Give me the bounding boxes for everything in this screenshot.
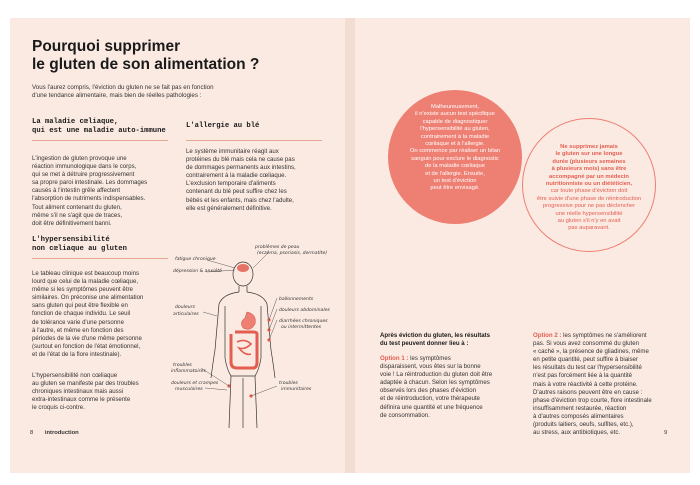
intro-text xyxy=(32,84,332,100)
intro-line: d'une tendance alimentaire, mais bien de réelles pathologies : xyxy=(32,92,202,100)
body-line: phase d'éviction trop courte, flore intestinale xyxy=(533,396,652,404)
body-line: doit être définitivement banni. xyxy=(32,219,112,227)
circle-line: sanguin pour exclure le diagnostic xyxy=(411,155,499,162)
label-diarrhea: diarrhées chroniques xyxy=(279,319,328,324)
body-line: adaptée à chacun. Selon les symptômes xyxy=(380,379,490,387)
label-skin-detail: (eczéma, psoriasis, dermatite) xyxy=(257,251,328,256)
section-name: introduction xyxy=(44,430,79,436)
body-line: n'est pas forcément liée à la quantité xyxy=(533,372,633,380)
body-line: Le tableau clinique est beaucoup moins xyxy=(32,270,140,277)
hypersensitivity-heading xyxy=(32,236,127,254)
body-line: D'autres raisons peuvent être en cause : xyxy=(533,388,643,396)
stomach-mark xyxy=(241,312,255,329)
body-line: bébés et les enfants, mais chez l'adulte, xyxy=(186,196,294,204)
body-line: le croquis ci-contre. xyxy=(32,404,85,412)
option-2-first-line xyxy=(533,332,652,340)
label-muscular: douleurs et crampes xyxy=(171,381,219,386)
body-line: même s'il ne s'agit que de traces, xyxy=(32,211,123,219)
body-line: elle est généralement définitive. xyxy=(186,204,272,212)
body-line: insuffisamment restaurée, réaction xyxy=(533,404,627,412)
circle-line-bold: durée (plusieurs semaines xyxy=(552,158,626,165)
hypersensitivity-body-2 xyxy=(32,372,139,412)
celiac-rule xyxy=(32,140,168,141)
body-line: qui se met à détruire progressivement xyxy=(32,171,135,179)
heading-line: L'hypersensibilité xyxy=(32,236,110,244)
body-line: de consommation. xyxy=(380,411,430,419)
body-line: L'ingestion de gluten provoque une xyxy=(32,155,127,162)
intro-line: Vous l'aurez compris, l'éviction du gluten ne se fait pas en fonction xyxy=(32,84,214,91)
circle-line: l'hypersensibilité au gluten, xyxy=(420,126,490,133)
body-line: en petite quantité, peut suffire à biaiser xyxy=(533,356,638,364)
body-line: Le système immunitaire réagit aux xyxy=(186,148,279,155)
body-line: fonction de chaque individu. Le seuil xyxy=(32,310,131,318)
circle-line: il n'existe aucun test spécifique xyxy=(415,111,495,118)
option-1-first: les symptômes xyxy=(408,355,451,362)
body-line: voie ! La réintroduction du gluten doit être xyxy=(380,371,493,379)
symptom-dots xyxy=(227,318,270,397)
body-line: même si les symptômes peuvent être xyxy=(32,286,133,294)
circle-line: peut être envisagé. xyxy=(430,185,480,192)
results-heading xyxy=(380,332,490,348)
warning-circle-text xyxy=(527,144,651,233)
page-number: 9 xyxy=(664,430,668,436)
body-line: sa propre paroi intestinale. Les dommages xyxy=(32,179,148,187)
option-1-first-line xyxy=(380,355,492,363)
body-line: similaires. On préconise une alimentation xyxy=(32,294,144,302)
body-line: pas. Si vous avez consommé du gluten xyxy=(533,340,640,348)
label-abdominal: douleurs abdominales xyxy=(279,308,330,313)
label-joints-2: articulaires xyxy=(173,312,199,317)
left-footer xyxy=(30,430,79,436)
label-immune-2: immunitaires xyxy=(281,387,312,392)
body-line: (produits laitiers, oeufs, sulfites, etc.), xyxy=(533,421,634,429)
title-line: Pourquoi supprimer xyxy=(32,38,181,55)
circle-line: On commence par réaliser un bilan xyxy=(409,148,501,155)
body-line: sans gluten qui peut être flexible en xyxy=(32,302,128,310)
body-line: l'absorption de nutriments indispensables. xyxy=(32,195,146,203)
heading-line: Après éviction du gluten, les résultats xyxy=(380,332,491,339)
circle-line: contrairement à la maladie xyxy=(420,133,490,140)
body-line: Tout aliment contenant du gluten, xyxy=(32,203,122,211)
label-immune: troubles xyxy=(279,381,298,386)
body-line: à d'autres composés alimentaires xyxy=(533,412,624,420)
body-line: lourd que celui de la maladie cœliaque, xyxy=(32,278,139,286)
body-line: les résultats du test car l'hypersensibilité xyxy=(533,364,642,372)
right-footer xyxy=(664,430,667,436)
circle-line: être suivie d'une phase de réintroduction xyxy=(536,195,642,202)
allergy-heading xyxy=(186,122,259,131)
body-line: à l'autre, et même en fonction des xyxy=(32,326,124,334)
body-line: au gluten se manifeste par des troubles xyxy=(32,380,139,388)
label-depression: dépression & anxiété xyxy=(173,269,222,274)
option-1-label: Option 1 : xyxy=(380,355,409,362)
body-line: contrairement à la maladie cœliaque. xyxy=(186,172,287,180)
option-1-text xyxy=(380,355,492,420)
label-fatigue: fatigue chronique xyxy=(175,257,216,262)
heading-line: La maladie cœliaque, xyxy=(32,118,119,126)
body-outline xyxy=(211,262,275,428)
allergy-rule xyxy=(186,140,322,141)
circle-line-bold: le gluten sur une longue xyxy=(555,151,623,158)
body-line: réaction immunologique dans le corps, xyxy=(32,163,137,171)
brain-mark xyxy=(237,264,249,272)
body-line: périodes de la vie d'une même personne xyxy=(32,334,142,342)
body-line: « caché », la présence de gliadines, même xyxy=(533,348,649,356)
intestine-mark xyxy=(231,332,257,368)
body-line: L'exclusion temporaire d'aliments xyxy=(186,180,276,188)
body-line: observés lors des phases d'éviction xyxy=(380,387,477,395)
hypersensitivity-body xyxy=(32,270,143,359)
heading-line: non cœliaque au gluten xyxy=(32,245,127,253)
allergy-body xyxy=(186,148,296,213)
label-muscular-2: musculaires xyxy=(175,387,203,392)
circle-line-bold: accompagné par un médecin xyxy=(549,173,629,180)
circle-line: progressive pour ne pas déclencher xyxy=(542,203,636,210)
heading-line: L'allergie au blé xyxy=(186,122,260,130)
circle-line-bold: à plusieurs mois) sans être xyxy=(551,166,627,173)
celiac-body xyxy=(32,155,147,228)
label-diarrhea-2: ou intermittentes xyxy=(281,325,321,330)
body-line: disparaissent, vous êtes sur la bonne xyxy=(380,363,481,371)
hypersensitivity-rule xyxy=(32,258,168,259)
body-line: L'hypersensibilité non cœliaque xyxy=(32,372,118,379)
celiac-heading xyxy=(32,118,166,136)
circle-line-bold: Ne supprimez jamais xyxy=(560,144,618,150)
circle-line: et de l'allergie. Ensuite, xyxy=(425,170,485,177)
book-gutter xyxy=(345,18,355,473)
page-number: 8 xyxy=(30,430,34,436)
heading-line: du test peuvent donner lieu à : xyxy=(380,340,469,348)
body-line: définira une quantité et une fréquence xyxy=(380,403,483,411)
body-line: et de réintroduction, votre thérapeute xyxy=(380,395,480,403)
body-line: de dommages permanents aux intestins, xyxy=(186,164,296,172)
label-skin: problèmes de peau xyxy=(255,245,300,250)
label-inflammatory-2: inflammatoires xyxy=(171,369,206,374)
circle-line: un test d'éviction xyxy=(433,178,477,185)
page-title xyxy=(32,38,332,74)
heading-line: qui est une maladie auto-immune xyxy=(32,127,166,135)
body-line: causés à l'intestin grêle affectent xyxy=(32,187,121,195)
circle-line: capable de diagnostiquer xyxy=(422,118,488,125)
body-line: et de l'état de la flore intestinale). xyxy=(32,350,122,358)
body-line: protéines du blé mais cela ne cause pas xyxy=(186,156,295,164)
option-2-label: Option 2 : xyxy=(533,332,562,339)
circle-line: Malheureusement, xyxy=(430,104,479,110)
circle-line: cœliaque et à l'allergie. xyxy=(425,141,485,148)
label-bloating: ballonnements xyxy=(279,297,314,302)
circle-line: pas auparavant. xyxy=(568,225,610,232)
title-line: le gluten de son alimentation ? xyxy=(32,56,260,73)
option-2-text xyxy=(533,332,652,437)
body-line: mais à votre réactivité à cette protéine. xyxy=(533,380,638,388)
label-inflammatory: troubles xyxy=(173,363,192,368)
label-joints: douleurs xyxy=(175,305,195,310)
circle-line: au gluten s'il n'y en avait xyxy=(557,218,621,225)
circle-line: une réelle hypersensibilité xyxy=(555,210,623,217)
option-2-first: les symptômes ne s'améliorent xyxy=(561,332,647,339)
circle-line: car toute phase d'éviction doit xyxy=(550,188,628,195)
info-circle-text xyxy=(395,104,515,193)
body-line: extra-intestinaux comme le présente xyxy=(32,396,131,404)
circle-line-bold: nutritionniste ou un diététicien, xyxy=(545,181,633,188)
body-line: contenant du blé peut suffire chez les xyxy=(186,188,287,196)
body-line: (surtout en fonction de l'état émotionnel, xyxy=(32,342,141,350)
body-line: au stress, aux antibiotiques, etc. xyxy=(533,429,621,437)
circle-line: de la maladie cœliaque xyxy=(425,163,485,170)
body-line: de tolérance varie d'une personne xyxy=(32,318,124,326)
body-symptoms-sketch xyxy=(165,238,345,433)
body-line: chroniques intestinaux mais aussi xyxy=(32,388,124,396)
